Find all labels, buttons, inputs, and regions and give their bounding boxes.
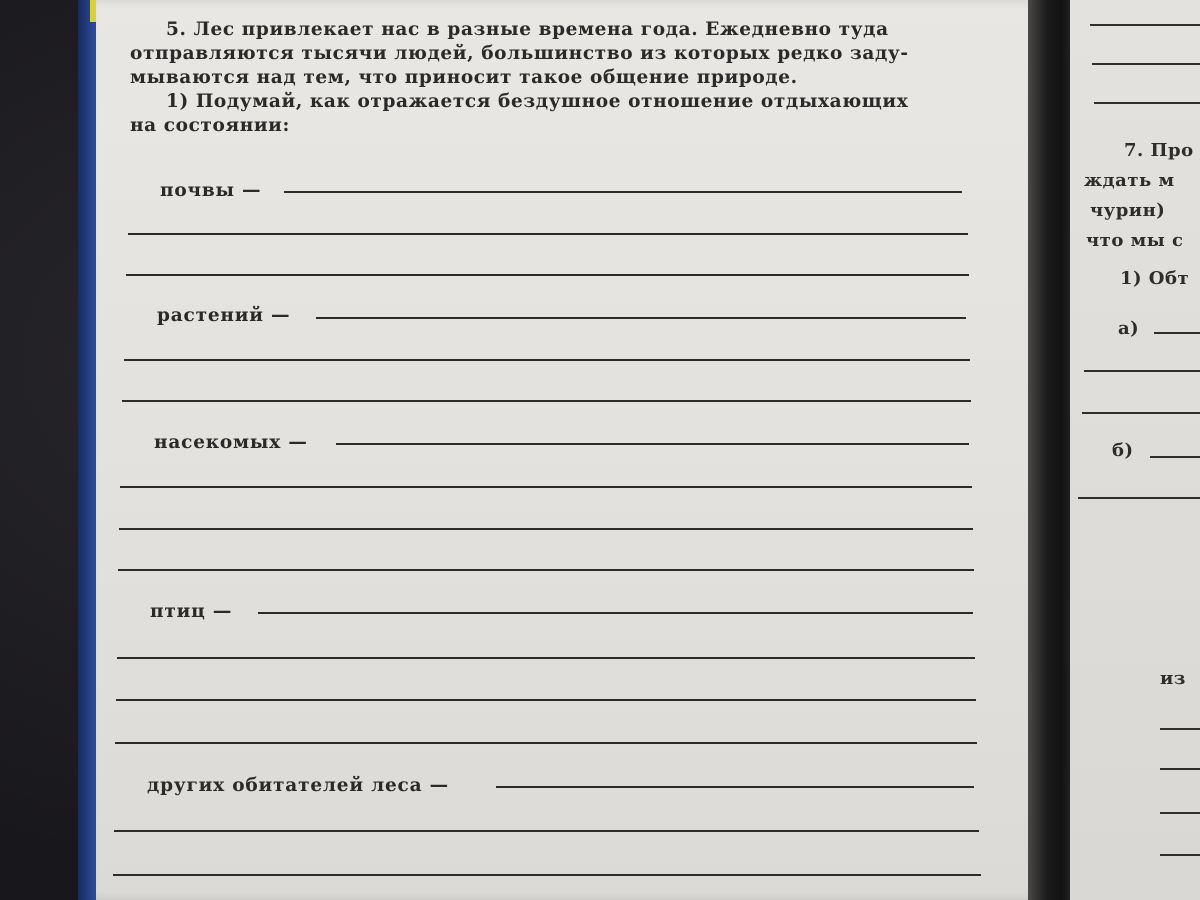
answer-line-soil-3[interactable] — [126, 274, 969, 276]
adjacent-rule-2 — [1092, 63, 1200, 65]
adjacent-rule-9 — [1160, 812, 1200, 814]
answer-line-soil-1[interactable] — [284, 191, 962, 193]
answer-line-insects-3[interactable] — [119, 528, 973, 530]
answer-line-birds-2[interactable] — [117, 657, 975, 659]
adjacent-rule-b — [1150, 456, 1200, 458]
adjacent-rule-4 — [1084, 370, 1200, 372]
field-label-other-inhabitants: других обитателей леса — — [147, 775, 449, 796]
adjacent-task-7: 7. Про — [1124, 140, 1194, 161]
answer-line-birds-1[interactable] — [258, 612, 973, 614]
adjacent-rule-a — [1154, 332, 1200, 334]
task-5-text — [130, 18, 970, 138]
field-label-soil: почвы — — [160, 180, 262, 201]
adjacent-rule-8 — [1160, 768, 1200, 770]
answer-line-other-2[interactable] — [114, 830, 979, 832]
field-label-plants: растений — — [157, 305, 291, 326]
field-label-birds: птиц — — [150, 601, 233, 622]
answer-line-other-3[interactable] — [113, 874, 981, 876]
field-label-insects: насекомых — — [154, 432, 308, 453]
task-5-line-2: отправляются тысячи людей, большинство из которых редко заду- — [130, 43, 909, 64]
adjacent-line-a: ждать м — [1084, 170, 1175, 191]
adjacent-rule-3 — [1094, 102, 1200, 104]
answer-line-plants-2[interactable] — [124, 359, 970, 361]
answer-line-insects-1[interactable] — [336, 443, 969, 445]
adjacent-rule-6 — [1078, 497, 1200, 499]
question-1-line-1: 1) Подумай, как отражается бездушное отношение отдыхающих — [166, 91, 909, 112]
adjacent-line-b: чурин) — [1090, 200, 1166, 221]
adjacent-word-iz: из — [1160, 668, 1186, 689]
adjacent-item-a: а) — [1118, 318, 1140, 339]
answer-line-birds-3[interactable] — [116, 699, 976, 701]
answer-line-plants-1[interactable] — [316, 317, 966, 319]
question-1-line-2: на состоянии: — [130, 115, 290, 136]
adjacent-rule-1 — [1090, 24, 1200, 26]
adjacent-rule-7 — [1160, 728, 1200, 730]
adjacent-rule-10 — [1160, 854, 1200, 856]
answer-line-insects-2[interactable] — [120, 486, 972, 488]
task-5-line-3: мываются над тем, что приносит такое общение природе. — [130, 67, 798, 88]
answer-line-plants-3[interactable] — [122, 400, 971, 402]
adjacent-page — [1070, 0, 1200, 900]
adjacent-item-b: б) — [1112, 440, 1134, 461]
answer-line-other-1[interactable] — [496, 786, 974, 788]
answer-line-insects-4[interactable] — [118, 569, 974, 571]
adjacent-question-1: 1) Обт — [1120, 268, 1190, 289]
adjacent-line-c: что мы с — [1086, 230, 1184, 251]
task-5-line-1: 5. Лес привлекает нас в разные времена года. Ежедневно туда — [166, 19, 889, 40]
adjacent-rule-5 — [1082, 412, 1200, 414]
answer-line-birds-4[interactable] — [115, 742, 977, 744]
answer-line-soil-2[interactable] — [128, 233, 968, 235]
